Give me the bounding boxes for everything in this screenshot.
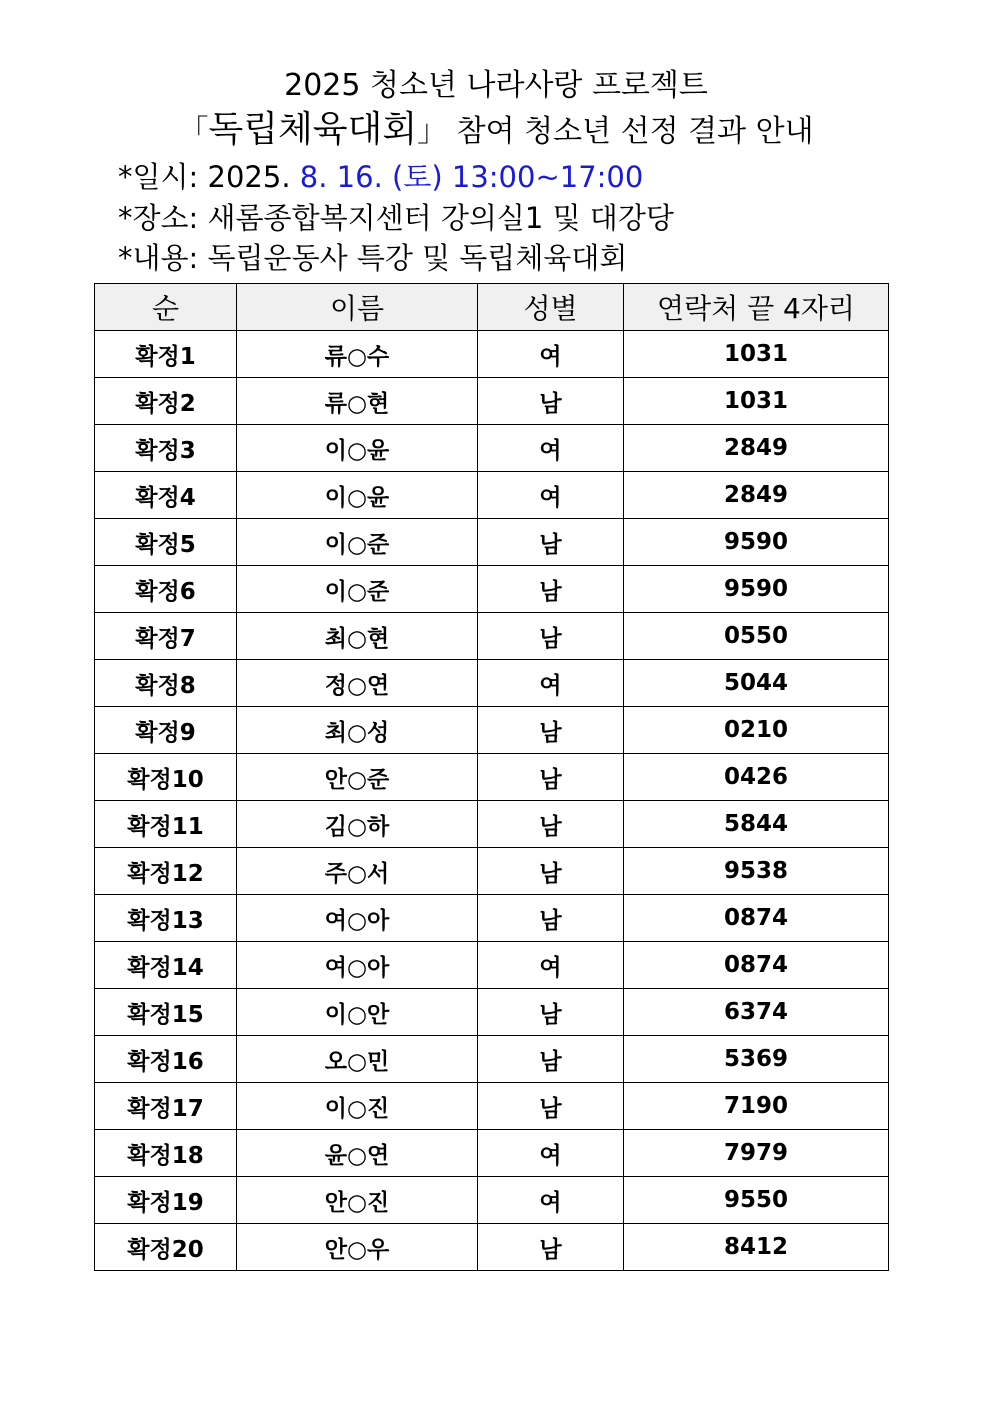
cell-name: 오○민	[237, 1036, 478, 1083]
cell-order: 확정17	[95, 1083, 237, 1130]
cell-contact: 0426	[624, 754, 889, 801]
cell-order: 확정16	[95, 1036, 237, 1083]
table-row	[95, 848, 889, 895]
table-row	[95, 425, 889, 472]
cell-name: 여○아	[237, 895, 478, 942]
cell-gender: 여	[478, 942, 624, 989]
table-row	[95, 566, 889, 613]
table-row	[95, 1083, 889, 1130]
cell-contact: 8412	[624, 1224, 889, 1271]
cell-gender: 여	[478, 1177, 624, 1224]
cell-contact: 2849	[624, 472, 889, 519]
table-row	[95, 989, 889, 1036]
header-contact: 연락처 끝 4자리	[624, 284, 889, 331]
title-suffix: 참여 청소년 선정 결과 안내	[447, 114, 814, 149]
cell-name: 류○수	[237, 331, 478, 378]
table-row	[95, 378, 889, 425]
cell-order: 확정4	[95, 472, 237, 519]
info-date	[118, 158, 643, 196]
cell-gender: 남	[478, 801, 624, 848]
cell-order: 확정11	[95, 801, 237, 848]
cell-gender: 남	[478, 895, 624, 942]
table-row	[95, 519, 889, 566]
cell-name: 최○현	[237, 613, 478, 660]
title-bracket-open: 「	[178, 114, 209, 149]
table-row	[95, 613, 889, 660]
info-date-year: 2025.	[207, 160, 300, 194]
cell-name: 여○아	[237, 942, 478, 989]
table-row	[95, 660, 889, 707]
info-place-label: *장소:	[118, 201, 208, 235]
cell-order: 확정1	[95, 331, 237, 378]
cell-order: 확정12	[95, 848, 237, 895]
title-project-name: 2025 청소년 나라사랑 프로젝트	[284, 68, 708, 103]
table-row	[95, 707, 889, 754]
cell-order: 확정5	[95, 519, 237, 566]
cell-contact: 9550	[624, 1177, 889, 1224]
cell-order: 확정2	[95, 378, 237, 425]
cell-contact: 5044	[624, 660, 889, 707]
info-content-label: *내용:	[118, 241, 208, 275]
cell-order: 확정8	[95, 660, 237, 707]
cell-order: 확정10	[95, 754, 237, 801]
header-gender: 성별	[478, 284, 624, 331]
cell-name: 이○윤	[237, 425, 478, 472]
table-row	[95, 331, 889, 378]
cell-name: 최○성	[237, 707, 478, 754]
cell-contact: 7979	[624, 1130, 889, 1177]
cell-contact: 0210	[624, 707, 889, 754]
cell-gender: 남	[478, 378, 624, 425]
table-row	[95, 1130, 889, 1177]
title-bracket-close: 」	[417, 114, 448, 149]
cell-gender: 여	[478, 425, 624, 472]
cell-name: 류○현	[237, 378, 478, 425]
cell-contact: 1031	[624, 331, 889, 378]
cell-contact: 2849	[624, 425, 889, 472]
table-row	[95, 895, 889, 942]
cell-order: 확정14	[95, 942, 237, 989]
table-row	[95, 472, 889, 519]
cell-order: 확정3	[95, 425, 237, 472]
info-place	[118, 199, 674, 237]
cell-gender: 남	[478, 1224, 624, 1271]
cell-order: 확정20	[95, 1224, 237, 1271]
cell-order: 확정18	[95, 1130, 237, 1177]
cell-gender: 남	[478, 1083, 624, 1130]
cell-gender: 여	[478, 1130, 624, 1177]
cell-gender: 남	[478, 848, 624, 895]
cell-contact: 5844	[624, 801, 889, 848]
table-row	[95, 1036, 889, 1083]
cell-order: 확정7	[95, 613, 237, 660]
table-header-row	[95, 284, 889, 331]
header-name: 이름	[237, 284, 478, 331]
cell-name: 윤○연	[237, 1130, 478, 1177]
cell-name: 안○준	[237, 754, 478, 801]
cell-contact: 0874	[624, 942, 889, 989]
cell-order: 확정13	[95, 895, 237, 942]
info-place-value: 새롬종합복지센터 강의실1 및 대강당	[207, 201, 674, 235]
cell-gender: 남	[478, 754, 624, 801]
cell-gender: 여	[478, 660, 624, 707]
cell-gender: 남	[478, 707, 624, 754]
cell-order: 확정9	[95, 707, 237, 754]
info-date-detail: 8. 16. (토) 13:00~17:00	[299, 160, 644, 194]
cell-order: 확정15	[95, 989, 237, 1036]
info-content-value: 독립운동사 특강 및 독립체육대회	[207, 241, 628, 275]
cell-gender: 남	[478, 613, 624, 660]
cell-contact: 6374	[624, 989, 889, 1036]
cell-name: 김○하	[237, 801, 478, 848]
cell-order: 확정6	[95, 566, 237, 613]
cell-contact: 9590	[624, 566, 889, 613]
cell-name: 안○진	[237, 1177, 478, 1224]
cell-contact: 0874	[624, 895, 889, 942]
header-order: 순	[95, 284, 237, 331]
cell-name: 정○연	[237, 660, 478, 707]
cell-order: 확정19	[95, 1177, 237, 1224]
table-row	[95, 942, 889, 989]
cell-contact: 1031	[624, 378, 889, 425]
table-row	[95, 754, 889, 801]
table-body	[95, 331, 889, 1271]
cell-name: 이○윤	[237, 472, 478, 519]
cell-gender: 남	[478, 989, 624, 1036]
title-event-name: 독립체육대회	[208, 109, 418, 150]
cell-gender: 여	[478, 472, 624, 519]
info-date-label: *일시:	[118, 160, 208, 194]
cell-gender: 남	[478, 519, 624, 566]
cell-name: 주○서	[237, 848, 478, 895]
cell-contact: 5369	[624, 1036, 889, 1083]
table-row	[95, 1224, 889, 1271]
info-content	[118, 239, 627, 277]
cell-gender: 여	[478, 331, 624, 378]
title-announcement	[0, 106, 992, 156]
cell-contact: 0550	[624, 613, 889, 660]
cell-name: 이○준	[237, 566, 478, 613]
cell-contact: 7190	[624, 1083, 889, 1130]
table-row	[95, 801, 889, 848]
cell-contact: 9538	[624, 848, 889, 895]
cell-name: 이○안	[237, 989, 478, 1036]
cell-name: 이○준	[237, 519, 478, 566]
cell-contact: 9590	[624, 519, 889, 566]
cell-name: 안○우	[237, 1224, 478, 1271]
cell-gender: 남	[478, 566, 624, 613]
cell-name: 이○진	[237, 1083, 478, 1130]
table-row	[95, 1177, 889, 1224]
participant-table	[94, 283, 889, 1271]
cell-gender: 남	[478, 1036, 624, 1083]
